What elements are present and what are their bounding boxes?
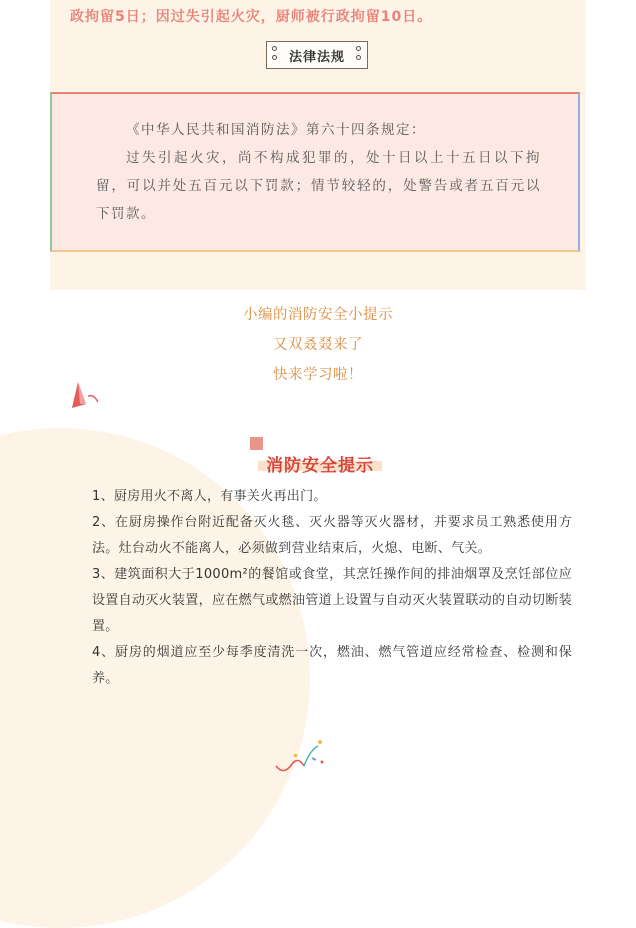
section-heading — [250, 437, 390, 477]
law-tag — [266, 41, 368, 69]
list-item: 3、建筑面积大于1000m²的餐馆或食堂，其烹饪操作间的排油烟罩及烹饪部位应设置自动灭火装置，应在燃气或燃油管道上设置与自动灭火装置联动的自动切断装置。 — [92, 567, 572, 634]
law-paragraph-2: 过失引起火灾，尚不构成犯罪的，处十日以上十五日以下拘留，可以并处五百元以下罚款；情节较轻的，处警告或者五百元以下罚款。 — [96, 150, 541, 222]
top-text-line: 政拘留5日；因过失引起火灾，厨师被行政拘留10日。 — [70, 9, 433, 25]
list-item: 1、厨房用火不离人，有事关火再出门。 — [92, 489, 327, 504]
law-tag-label: 法律法规 — [288, 49, 345, 65]
tips-list — [92, 484, 572, 692]
dot-ornament-left-icon — [272, 46, 278, 64]
dot-ornament-right-icon — [356, 46, 362, 64]
heading-square-icon — [250, 437, 263, 450]
list-item: 2、在厨房操作台附近配备灭火毯、灭火器等灭火器材，并要求员工熟悉使用方法。灶台动火不能离人，必须做到营业结束后，火熄、电断、气关。 — [92, 515, 572, 556]
section-title: 消防安全提示 — [266, 456, 374, 476]
law-paragraph-1: 《中华人民共和国消防法》第六十四条规定： — [126, 122, 426, 138]
confetti-icon — [274, 736, 330, 776]
tip-line-2: 又双叒叕来了 — [273, 337, 363, 353]
tip-line-1: 小编的消防安全小提示 — [243, 307, 393, 323]
law-box — [50, 92, 580, 252]
law-text — [96, 116, 541, 228]
list-item: 4、厨房的烟道应至少每季度清洗一次，燃油、燃气管道应经常检查、检测和保养。 — [92, 645, 572, 686]
tip-line-3: 快来学习啦！ — [273, 367, 363, 383]
party-hat-icon — [68, 378, 102, 412]
tip-lines — [0, 300, 636, 390]
